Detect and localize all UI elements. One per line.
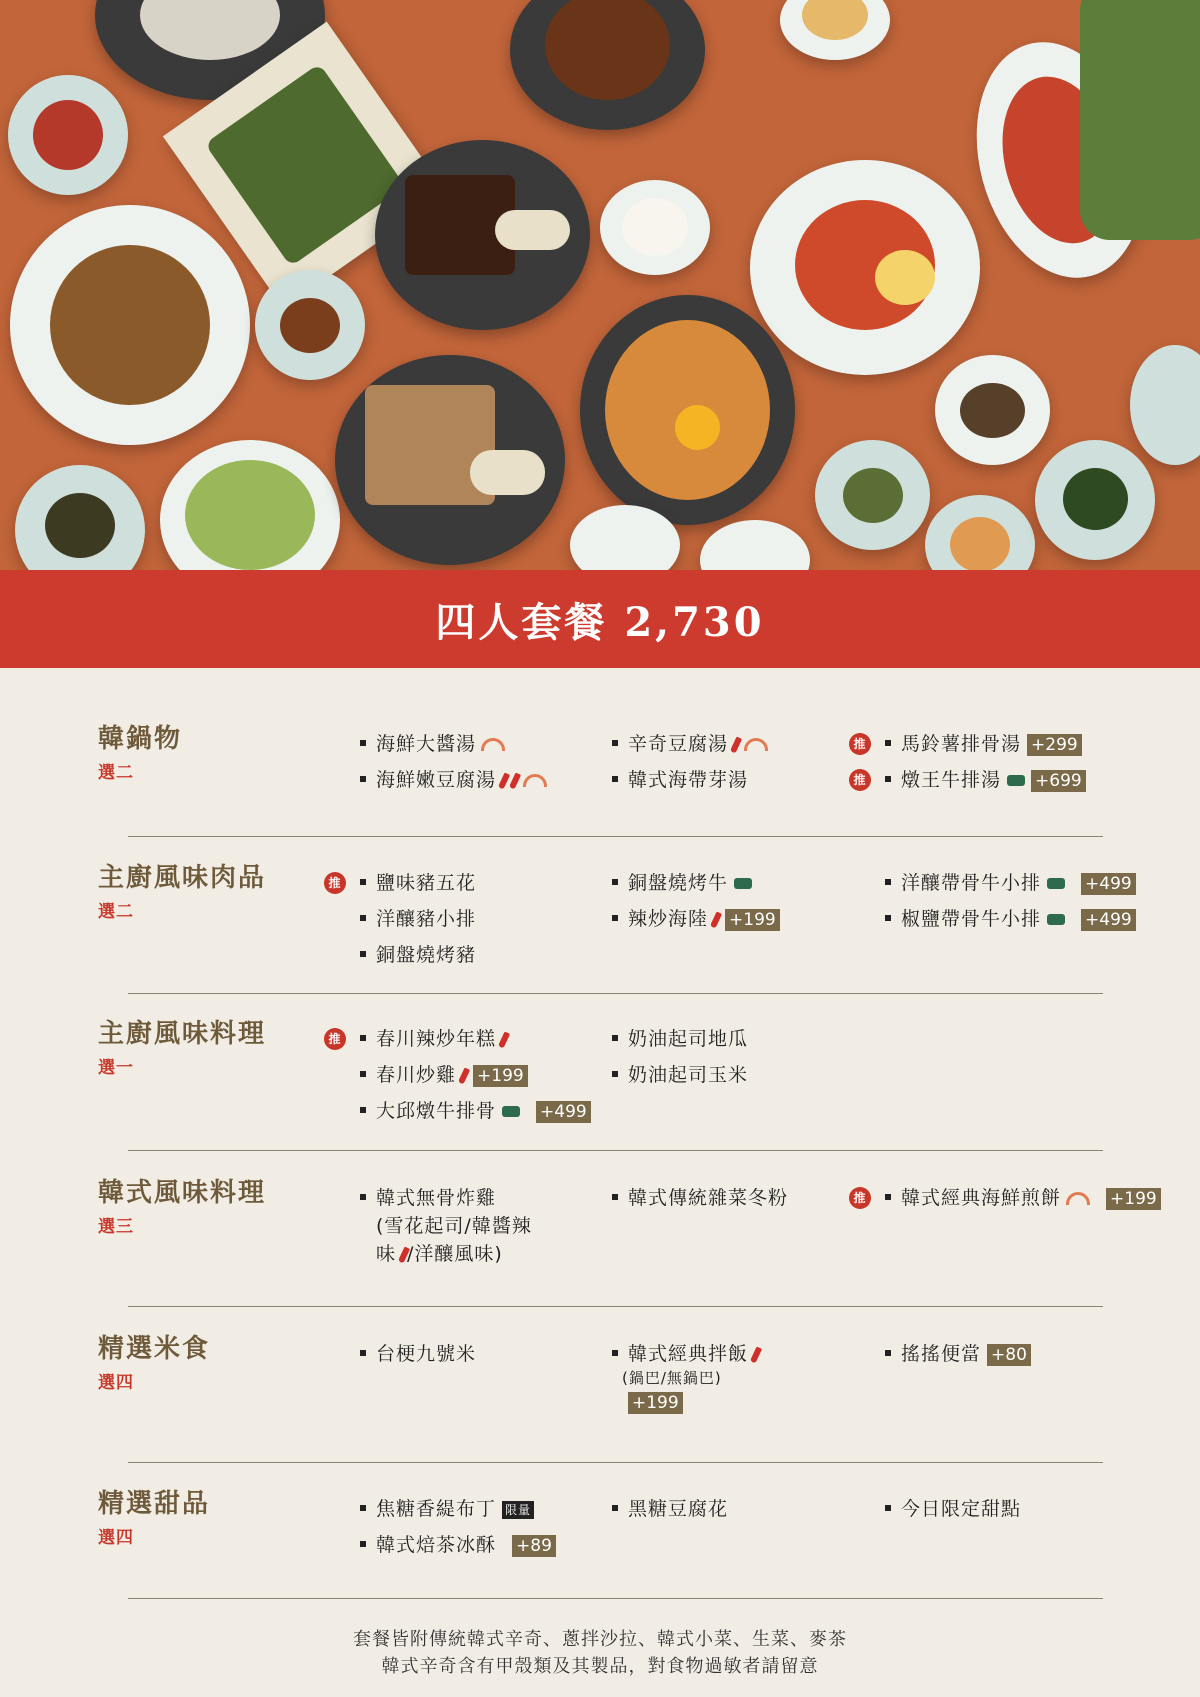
surcharge-badge: +199	[1106, 1188, 1161, 1210]
menu-item	[612, 1184, 788, 1212]
category-choice-rule: 選四	[98, 1373, 134, 1393]
quail-egg-bowl	[255, 270, 365, 380]
menu-item	[612, 905, 780, 933]
bullet-icon	[360, 1071, 366, 1077]
menu-item	[360, 766, 547, 794]
shrimp-icon	[1066, 1192, 1090, 1205]
chili-icon	[458, 1067, 470, 1084]
pork-belly-plate	[335, 355, 565, 565]
menu-item-label: 海鮮大醬湯	[376, 733, 477, 755]
menu-item	[885, 905, 1136, 933]
menu-item-note-text: /洋釀風味)	[407, 1243, 503, 1265]
menu-item-label: 韓式經典海鮮煎餅	[901, 1187, 1062, 1209]
menu-column	[612, 1495, 728, 1523]
chili-icon	[730, 736, 742, 753]
menu-item-label: 韓式海帶芽湯	[628, 769, 749, 791]
bullet-icon	[612, 1194, 618, 1200]
menu-item-label: 銅盤燒烤牛	[628, 872, 729, 894]
bullet-icon	[885, 1350, 891, 1356]
side-dish-bowl	[935, 355, 1050, 465]
section-divider	[128, 1598, 1103, 1599]
bullet-icon	[360, 1035, 366, 1041]
surcharge-badge: +89	[512, 1535, 556, 1557]
menu-item-label: 韓式無骨炸雞	[376, 1187, 497, 1209]
bullet-icon	[885, 915, 891, 921]
bullet-icon	[885, 740, 891, 746]
footer-line-2: 韓式辛奇含有甲殼類及其製品，對食物過敏者請留意	[381, 1656, 819, 1677]
shrimp-icon	[481, 738, 505, 751]
menu-item-note: (雪花起司/韓醬辣	[376, 1215, 532, 1237]
menu-item-label: 辣炒海陸	[628, 908, 709, 930]
menu-item-option-note: (鍋巴/無鍋巴)	[622, 1369, 722, 1387]
menu-item	[360, 1097, 591, 1125]
menu-item	[360, 1340, 476, 1368]
menu-item	[360, 905, 476, 933]
recommended-badge: 推	[849, 1187, 871, 1209]
chili-icon	[498, 1031, 510, 1048]
category-name: 精選米食	[98, 1334, 211, 1364]
menu-item-label: 洋釀帶骨牛小排	[901, 872, 1042, 894]
recommended-badge: 推	[849, 769, 871, 791]
menu-item	[885, 1495, 1021, 1523]
menu-item	[612, 1495, 728, 1523]
japchae-plate	[10, 205, 250, 445]
recommended-badge: 推	[324, 1028, 346, 1050]
menu-item	[328, 869, 477, 897]
menu-item-label: 韓式經典拌飯	[628, 1343, 749, 1365]
soup-bowl	[700, 520, 810, 570]
menu-item-label: 鹽味豬五花	[376, 872, 477, 894]
beef-icon	[1047, 914, 1065, 925]
menu-footer-note	[0, 1626, 1200, 1680]
menu-item	[853, 730, 1086, 758]
side-dish-bowl	[15, 465, 145, 570]
bullet-icon	[360, 951, 366, 957]
menu-item-label: 黑糖豆腐花	[628, 1498, 729, 1520]
bullet-icon	[360, 915, 366, 921]
menu-item	[612, 730, 768, 758]
side-dish-bowl	[925, 495, 1035, 570]
menu-column	[853, 730, 1086, 794]
tea-cup	[1130, 345, 1200, 465]
shrimp-icon	[523, 774, 547, 787]
bullet-icon	[612, 1505, 618, 1511]
menu-item	[360, 1184, 532, 1268]
limited-badge: 限量	[502, 1501, 534, 1519]
menu-item-label: 燉王牛排湯	[901, 769, 1002, 791]
menu-column	[612, 1184, 788, 1212]
menu-column	[360, 1340, 476, 1368]
menu-column	[885, 869, 1136, 933]
category-choice-rule: 選二	[98, 902, 134, 922]
beef-icon	[1047, 878, 1065, 889]
bullet-icon	[612, 1035, 618, 1041]
menu-column	[360, 1184, 532, 1268]
menu-item-label: 馬鈴薯排骨湯	[901, 733, 1022, 755]
menu-item-label: 奶油起司玉米	[628, 1064, 749, 1086]
menu-item-label: 春川炒雞	[376, 1064, 457, 1086]
rice-cake-plate	[750, 160, 980, 375]
recommended-badge: 推	[849, 733, 871, 755]
menu-item	[853, 766, 1086, 794]
category-name: 韓鍋物	[98, 724, 183, 754]
menu-item-label: 春川辣炒年糕	[376, 1028, 497, 1050]
menu-item-label: 今日限定甜點	[901, 1498, 1022, 1520]
beef-icon	[1007, 775, 1025, 786]
surcharge-badge: +299	[1027, 734, 1082, 756]
seafood-stew-pot	[580, 295, 795, 525]
section-divider	[128, 1462, 1103, 1463]
beef-icon	[502, 1106, 520, 1117]
bullet-icon	[360, 1541, 366, 1547]
category-name: 精選甜品	[98, 1489, 211, 1519]
menu-item	[612, 869, 780, 897]
menu-item-label: 海鮮嫩豆腐湯	[376, 769, 497, 791]
surcharge-badge: +499	[1081, 873, 1136, 895]
surcharge-badge: +199	[628, 1392, 683, 1414]
menu-column	[612, 1025, 748, 1089]
bullet-icon	[360, 740, 366, 746]
chili-icon	[750, 1346, 762, 1363]
menu-item	[360, 1531, 556, 1559]
chili-icon	[710, 911, 722, 928]
bullet-icon	[612, 740, 618, 746]
menu-column	[885, 1340, 1031, 1368]
menu-item	[885, 869, 1136, 897]
chili-icon	[509, 772, 521, 789]
bullet-icon	[885, 776, 891, 782]
menu-item	[885, 1340, 1031, 1368]
section-divider	[128, 1150, 1103, 1151]
bullet-icon	[612, 915, 618, 921]
category-name: 主廚風味料理	[98, 1019, 267, 1049]
shrimp-icon	[744, 738, 768, 751]
menu-column	[853, 1184, 1161, 1212]
salad-bowl	[160, 440, 340, 570]
menu-item-label: 洋釀豬小排	[376, 908, 477, 930]
category-choice-rule: 選三	[98, 1217, 134, 1237]
radish-bowl	[600, 180, 710, 275]
bullet-icon	[360, 1107, 366, 1113]
menu-item	[328, 1025, 591, 1053]
menu-column	[885, 1495, 1021, 1523]
menu-item	[360, 941, 476, 969]
bullet-icon	[885, 879, 891, 885]
side-dish-bowl	[8, 75, 128, 195]
menu-item	[360, 1495, 556, 1523]
menu-item-label: 搖搖便當	[901, 1343, 982, 1365]
beef-icon	[734, 878, 752, 889]
menu-item-label: 辛奇豆腐湯	[628, 733, 729, 755]
surcharge-badge: +199	[473, 1065, 528, 1087]
category-choice-rule: 選二	[98, 763, 134, 783]
menu-item-label: 銅盤燒烤豬	[376, 944, 477, 966]
set-menu-title-band	[0, 570, 1200, 668]
category-choice-rule: 選一	[98, 1058, 134, 1078]
chili-icon	[498, 772, 510, 789]
surcharge-badge: +80	[987, 1344, 1031, 1366]
menu-item	[612, 766, 768, 794]
category-name: 主廚風味肉品	[98, 863, 267, 893]
surcharge-badge: +199	[725, 909, 780, 931]
bullet-icon	[612, 1071, 618, 1077]
menu-item-note-text: 味	[376, 1243, 397, 1265]
menu-item	[612, 1025, 748, 1053]
bullet-icon	[360, 776, 366, 782]
bullet-icon	[612, 1350, 618, 1356]
category-choice-rule: 選四	[98, 1528, 134, 1548]
bullet-icon	[360, 1194, 366, 1200]
menu-item	[360, 730, 547, 758]
surcharge-badge: +499	[1081, 909, 1136, 931]
bullet-icon	[612, 879, 618, 885]
side-dish-bowl	[815, 440, 930, 550]
menu-column	[360, 1495, 556, 1559]
steamed-egg-bowl	[780, 0, 890, 60]
section-divider	[128, 1306, 1103, 1307]
menu-item-note	[360, 1240, 532, 1268]
menu-item-label: 焦糖香緹布丁	[376, 1498, 497, 1520]
side-dish-bowl	[1035, 440, 1155, 560]
bullet-icon	[885, 1505, 891, 1511]
menu-column	[360, 730, 547, 794]
menu-item-label: 台梗九號米	[376, 1343, 477, 1365]
section-divider	[128, 993, 1103, 994]
bullet-icon	[360, 1505, 366, 1511]
menu-column	[612, 869, 780, 933]
menu-column	[612, 1340, 759, 1416]
fried-dish-plate	[510, 0, 705, 130]
surcharge-badge: +499	[536, 1101, 591, 1123]
grilled-beef-plate	[375, 140, 590, 330]
menu-item	[612, 1061, 748, 1089]
recommended-badge: 推	[324, 872, 346, 894]
menu-item	[853, 1184, 1161, 1212]
menu-item-label: 大邱燉牛排骨	[376, 1100, 497, 1122]
menu-column	[328, 1025, 591, 1125]
bullet-icon	[360, 1350, 366, 1356]
menu-item-label: 韓式傳統雜菜冬粉	[628, 1187, 789, 1209]
menu-item	[612, 1340, 759, 1416]
bullet-icon	[612, 776, 618, 782]
menu-item-label: 椒鹽帶骨牛小排	[901, 908, 1042, 930]
category-name: 韓式風味料理	[98, 1178, 267, 1208]
menu-item-label: 韓式焙茶冰酥	[376, 1534, 497, 1556]
surcharge-badge: +699	[1031, 770, 1086, 792]
menu-column	[612, 730, 768, 794]
footer-line-1: 套餐皆附傳統韓式辛奇、蔥拌沙拉、韓式小菜、生菜、麥茶	[353, 1629, 847, 1650]
menu-column	[328, 869, 477, 969]
bullet-icon	[360, 879, 366, 885]
hero-food-photo	[0, 0, 1200, 570]
section-divider	[128, 836, 1103, 837]
menu-item	[360, 1061, 591, 1089]
set-menu-title: 四人套餐 2,730	[435, 598, 765, 646]
bullet-icon	[885, 1194, 891, 1200]
menu-item-label: 奶油起司地瓜	[628, 1028, 749, 1050]
lettuce-bowl	[1080, 0, 1200, 240]
